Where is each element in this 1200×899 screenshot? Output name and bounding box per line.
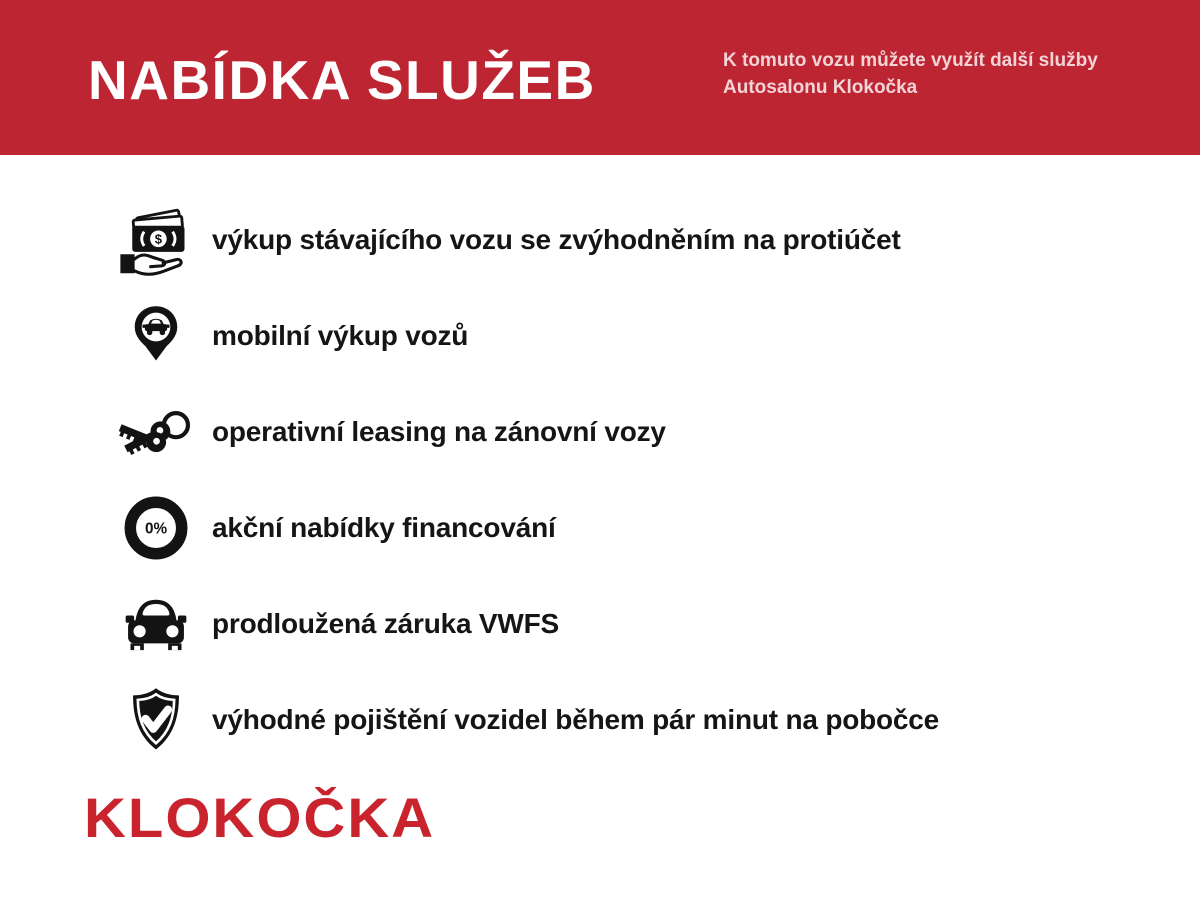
service-label: mobilní výkup vozů (212, 320, 469, 351)
service-label: operativní leasing na zánovní vozy (212, 416, 666, 447)
car-icon (112, 590, 200, 658)
services-list (0, 155, 1200, 768)
service-label: prodloužená záruka VWFS (212, 608, 559, 639)
map-pin-car-icon (112, 302, 200, 370)
list-item (112, 672, 1200, 768)
list-item (112, 480, 1200, 576)
list-item (112, 192, 1200, 288)
header-banner (0, 0, 1200, 155)
banner-subtitle-line2: Autosalonu Klokočka (723, 77, 918, 98)
zero-percent-glyph: 0% (144, 520, 168, 538)
cash-in-hand-icon (112, 202, 200, 278)
service-label: akční nabídky financování (212, 512, 556, 543)
dollar-glyph: $ (154, 231, 163, 247)
zero-percent-icon (112, 493, 200, 563)
page-title: NABÍDKA SLUŽEB (88, 49, 596, 111)
keys-icon (112, 398, 200, 467)
banner-subtitle (723, 47, 1153, 101)
klokocka-logo: KLOKOČKA (84, 786, 436, 850)
list-item (112, 384, 1200, 480)
list-item (112, 576, 1200, 672)
list-item (112, 288, 1200, 384)
service-label: výhodné pojištění vozidel během pár minut na pobočce (212, 704, 940, 735)
shield-check-icon (112, 685, 200, 755)
service-label: výkup stávajícího vozu se zvýhodněním na protiúčet (212, 224, 901, 255)
banner-subtitle-line1: K tomuto vozu můžete využít další služby (723, 50, 1098, 71)
